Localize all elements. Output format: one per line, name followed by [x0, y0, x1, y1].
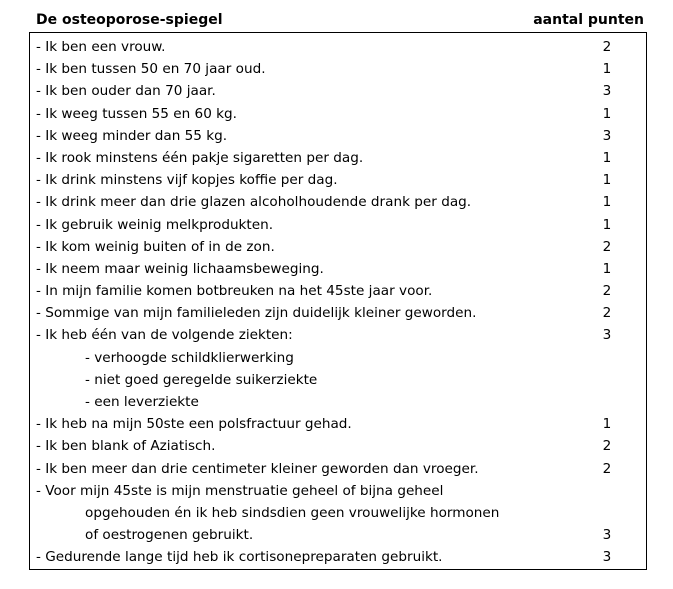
table-row [36, 169, 646, 191]
table-row [36, 480, 646, 502]
row-points: 3 [602, 83, 612, 100]
row-text: - verhoogde schildklierwerking [85, 349, 294, 366]
row-text: - Gedurende lange tijd heb ik cortisonepreparaten gebruikt. [36, 549, 443, 566]
table-row [36, 280, 646, 302]
row-continuation [36, 502, 646, 524]
disease-sub-item [36, 369, 646, 391]
disease-sub-item [36, 347, 646, 369]
row-text: - Ik ben meer dan drie centimeter kleiner geworden dan vroeger. [36, 460, 479, 477]
row-text: - Voor mijn 45ste is mijn menstruatie geheel of bijna geheel [36, 482, 444, 499]
row-text: - Ik ben tussen 50 en 70 jaar oud. [36, 61, 266, 78]
page-title: De osteoporose-spiegel [36, 12, 223, 28]
row-points: 3 [602, 127, 612, 144]
row-points: 3 [602, 327, 612, 344]
row-points: 1 [602, 416, 612, 433]
table-row [36, 36, 646, 58]
row-points: 2 [602, 305, 612, 322]
row-text: of oestrogenen gebruikt. [85, 527, 254, 544]
row-text: - Ik ben een vrouw. [36, 39, 166, 55]
row-continuation [36, 524, 646, 546]
row-text: - Ik kom weinig buiten of in de zon. [36, 238, 275, 255]
row-text: - niet goed geregelde suikerziekte [85, 371, 318, 388]
questionnaire-rows [36, 36, 646, 569]
row-points: 1 [602, 172, 612, 189]
row-points: 1 [602, 194, 612, 211]
row-points: 3 [602, 527, 612, 544]
row-points: 1 [602, 105, 612, 122]
row-points: 2 [602, 238, 612, 255]
table-row [36, 80, 646, 102]
row-text: - Sommige van mijn familieleden zijn duidelijk kleiner geworden. [36, 305, 477, 322]
disease-sub-item [36, 391, 646, 413]
row-points: 2 [602, 39, 612, 55]
row-text: - Ik drink minstens vijf kopjes koffie per dag. [36, 172, 338, 189]
table-row [36, 58, 646, 80]
row-text: - Ik rook minstens één pakje sigaretten per dag. [36, 149, 364, 166]
table-row [36, 147, 646, 169]
row-text: - Ik heb na mijn 50ste een polsfractuur gehad. [36, 416, 352, 433]
row-text: - In mijn familie komen botbreuken na het 45ste jaar voor. [36, 283, 433, 300]
row-text: - Ik gebruik weinig melkprodukten. [36, 216, 274, 233]
row-text: - Ik ben ouder dan 70 jaar. [36, 83, 216, 100]
row-points: 2 [602, 438, 612, 455]
table-row [36, 413, 646, 435]
table-row [36, 214, 646, 236]
table-row [36, 125, 646, 147]
table-row [36, 435, 646, 457]
row-text: - Ik weeg tussen 55 en 60 kg. [36, 105, 237, 122]
row-text: opgehouden én ik heb sindsdien geen vrouwelijke hormonen [85, 504, 500, 521]
row-points: 2 [602, 283, 612, 300]
row-text: - Ik weeg minder dan 55 kg. [36, 127, 228, 144]
questionnaire-box [29, 32, 647, 570]
row-points: 1 [602, 216, 612, 233]
row-text: - Ik heb één van de volgende ziekten: [36, 327, 293, 344]
row-points: 3 [602, 549, 612, 566]
table-row [36, 324, 646, 346]
row-text: - een leverziekte [85, 394, 199, 410]
table-row [36, 103, 646, 125]
table-row [36, 546, 646, 568]
row-text: - Ik neem maar weinig lichaamsbeweging. [36, 260, 324, 277]
table-row [36, 458, 646, 480]
table-row [36, 236, 646, 258]
row-text: - Ik drink meer dan drie glazen alcoholhoudende drank per dag. [36, 194, 472, 211]
table-row [36, 302, 646, 324]
row-text: - Ik ben blank of Aziatisch. [36, 438, 216, 455]
points-column-header: aantal punten [533, 12, 644, 28]
table-row [36, 191, 646, 213]
row-points: 1 [602, 260, 612, 277]
table-row [36, 258, 646, 280]
row-points: 1 [602, 61, 612, 78]
row-points: 1 [602, 149, 612, 166]
row-points: 2 [602, 460, 612, 477]
table-header [36, 12, 644, 32]
